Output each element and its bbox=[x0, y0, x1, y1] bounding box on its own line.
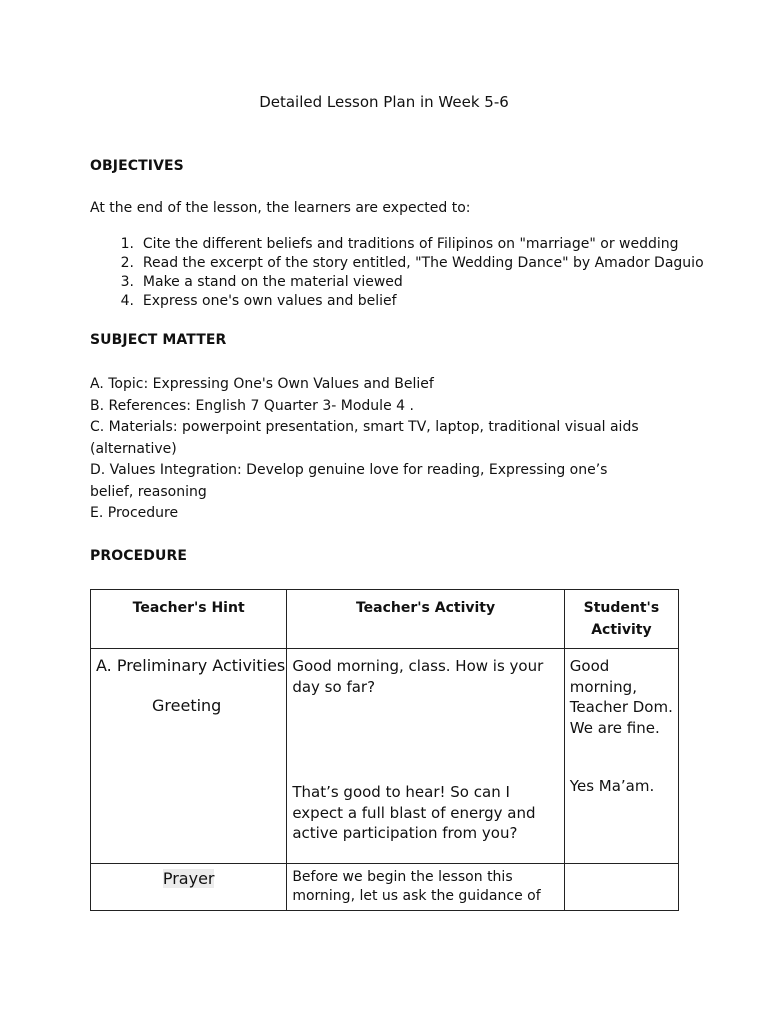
hint-cell bbox=[91, 864, 287, 911]
objectives-list bbox=[90, 235, 704, 311]
hint-cell bbox=[91, 649, 287, 864]
teacher-activity-text: Good morning, class. How is your day so far? bbox=[292, 657, 544, 696]
list-item: 2. Read the excerpt of the story entitled, "The Wedding Dance" by Amador Daguio bbox=[120, 255, 704, 271]
hint-subtitle: Greeting bbox=[152, 696, 222, 715]
procedure-table bbox=[90, 589, 679, 911]
hint-prayer-label: Prayer bbox=[162, 869, 215, 888]
student-activity-cell bbox=[564, 649, 678, 864]
list-item: B. References: English 7 Quarter 3- Module 4 . bbox=[90, 397, 414, 414]
teacher-activity-cell bbox=[287, 864, 564, 911]
student-activity-cell bbox=[564, 864, 678, 911]
list-item: 4. Express one's own values and belief bbox=[120, 293, 397, 309]
subject-matter-list bbox=[90, 374, 650, 525]
teacher-activity-cell bbox=[287, 649, 564, 864]
student-activity-text bbox=[565, 864, 678, 871]
procedure-heading: PROCEDURE bbox=[90, 548, 188, 564]
column-header-teachers-activity: Teacher's Activity bbox=[287, 590, 564, 649]
document-title: Detailed Lesson Plan in Week 5-6 bbox=[259, 93, 509, 111]
hint-title: A. Preliminary Activities bbox=[96, 656, 286, 675]
table-header-row bbox=[91, 590, 679, 649]
teacher-activity-text: That’s good to hear! So can I expect a full blast of energy and active participation from you? bbox=[292, 783, 536, 842]
list-item: A. Topic: Expressing One's Own Values and Belief bbox=[90, 376, 434, 392]
objectives-heading: OBJECTIVES bbox=[90, 158, 184, 174]
list-item: E. Procedure bbox=[90, 505, 179, 521]
list-item: 1. Cite the different beliefs and traditions of Filipinos on "marriage" or wedding bbox=[120, 236, 679, 252]
subject-matter-heading: SUBJECT MATTER bbox=[90, 332, 227, 348]
list-item: D. Values Integration: Develop genuine love for reading, Expressing one’s belief, reasoning bbox=[90, 462, 608, 500]
objectives-intro: At the end of the lesson, the learners are expected to: bbox=[90, 200, 471, 216]
student-activity-text: Yes Ma’am. bbox=[569, 777, 655, 795]
column-header-students-activity: Student's Activity bbox=[564, 590, 678, 649]
list-item: C. Materials: powerpoint presentation, smart TV, laptop, traditional visual aids (alternative) bbox=[90, 419, 639, 457]
table-row bbox=[91, 649, 679, 864]
teacher-activity-text: Before we begin the lesson this morning, let us ask the guidance of bbox=[292, 869, 541, 904]
column-header-teachers-hint: Teacher's Hint bbox=[91, 590, 287, 649]
student-activity-text: Good morning, Teacher Dom. We are fine. bbox=[569, 657, 673, 737]
list-item: 3. Make a stand on the material viewed bbox=[120, 274, 403, 290]
table-row bbox=[91, 864, 679, 911]
